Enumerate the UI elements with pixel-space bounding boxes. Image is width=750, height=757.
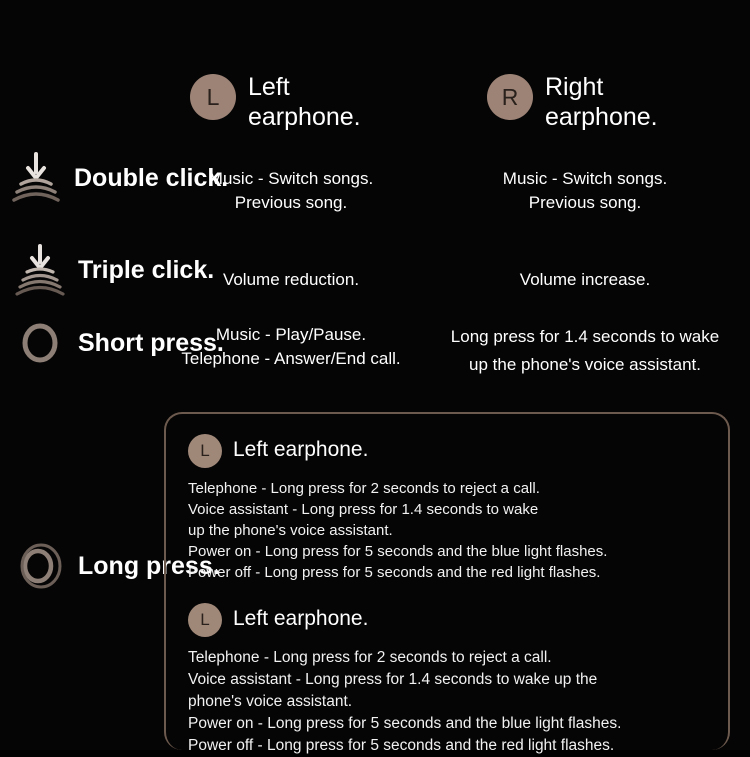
cell-short-press-left: Music - Play/Pause. Telephone - Answer/End call. — [181, 325, 401, 368]
right-earphone-title: Right earphone. — [545, 73, 658, 131]
triple-click-icon — [14, 242, 66, 298]
gesture-label-text: Short press. — [78, 328, 224, 357]
short-press-icon — [14, 315, 66, 371]
gesture-label-text: Long press. — [78, 551, 220, 580]
cell-double-click-left: Music - Switch songs. Previous song. — [208, 169, 374, 212]
long-press-line: Telephone - Long press for 2 seconds to reject a call. — [188, 480, 540, 497]
long-press-line: Power on - Long press for 5 seconds and the blue light flashes. — [188, 715, 622, 732]
long-press-icon — [14, 538, 66, 594]
right-earphone-badge: R — [487, 74, 533, 120]
long-press-block1-header — [188, 432, 706, 468]
left-earphone-badge: L — [190, 74, 236, 120]
long-press-block2-header — [188, 601, 706, 637]
long-press-block2-lines — [188, 647, 706, 757]
left-earphone-badge-block1: L — [188, 434, 222, 468]
long-press-block1-lines — [188, 478, 706, 583]
cell-triple-click-left: Volume reduction. — [222, 270, 360, 289]
earphone-header-row — [0, 72, 750, 142]
long-press-line: up the phone's voice assistant. — [188, 522, 393, 539]
left-earphone-title-block1: Left earphone. — [233, 438, 369, 461]
double-click-icon — [10, 150, 62, 206]
left-earphone-title: Left earphone. — [248, 73, 361, 131]
long-press-line: Power off - Long press for 5 seconds and the red light flashes. — [188, 737, 615, 754]
left-earphone-title-block2: Left earphone. — [233, 607, 369, 630]
cell-triple-click-right: Volume increase. — [519, 270, 651, 289]
long-press-line: Power off - Long press for 5 seconds and the red light flashes. — [188, 564, 601, 581]
long-press-line: Voice assistant - Long press for 1.4 seconds to wake — [188, 501, 539, 518]
gesture-label-text: Double click. — [74, 163, 229, 192]
long-press-line: Voice assistant - Long press for 1.4 seconds to wake up the — [188, 671, 598, 688]
cell-double-click-right: Music - Switch songs. Previous song. — [502, 169, 668, 212]
right-earphone-header — [487, 72, 695, 132]
gesture-label-text: Triple click. — [78, 255, 215, 284]
left-earphone-header — [190, 72, 398, 132]
long-press-block2 — [188, 601, 706, 757]
long-press-line: Telephone - Long press for 2 seconds to reject a call. — [188, 649, 552, 666]
left-earphone-badge-block2: L — [188, 603, 222, 637]
cell-short-press-right: Long press for 1.4 seconds to wake up the phone's voice assistant. — [450, 327, 720, 374]
long-press-line: Power on - Long press for 5 seconds and the blue light flashes. — [188, 543, 608, 560]
long-press-line: phone's voice assistant. — [188, 693, 353, 710]
long-press-detail-box — [164, 412, 730, 754]
